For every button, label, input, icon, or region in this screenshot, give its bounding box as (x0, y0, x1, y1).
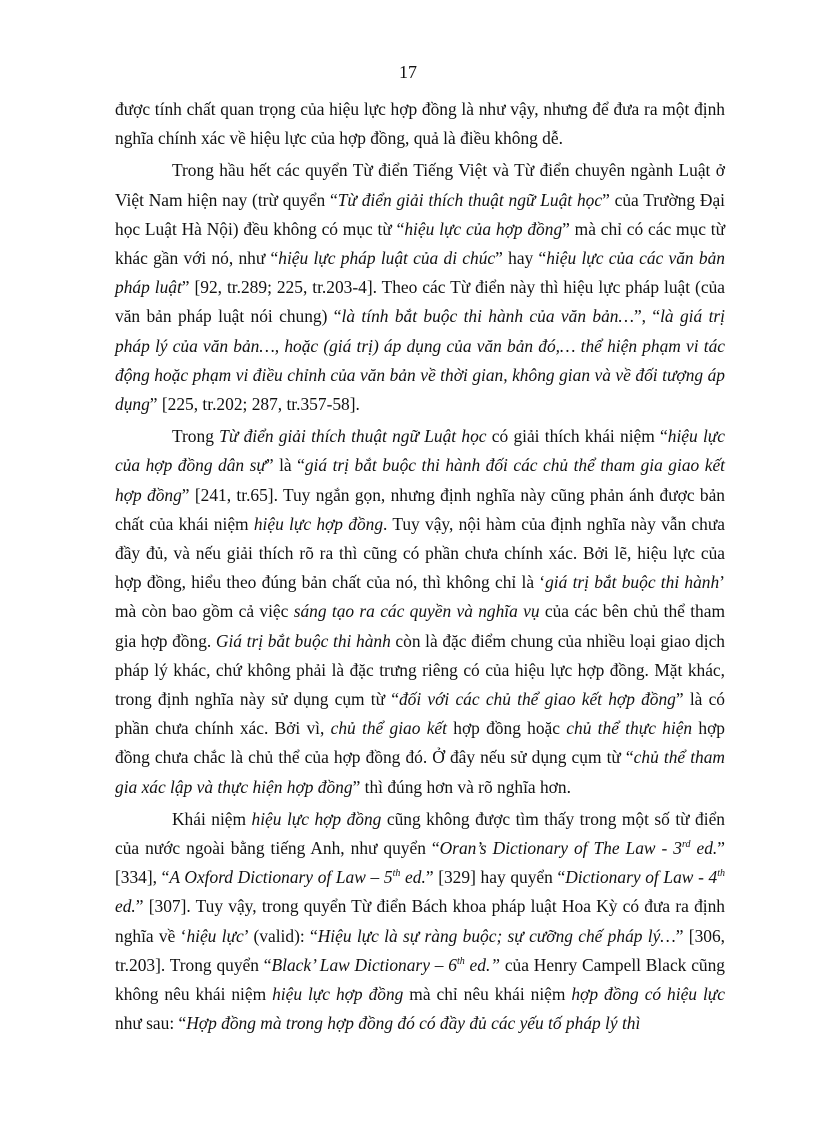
italic-term: chủ thể tham gia xác lập và thực hiện hợp đồng (115, 747, 725, 797)
text-run: của Henry Campell Black cũng không nêu khái niệm (115, 954, 725, 1005)
italic-term: ed. (400, 867, 426, 888)
italic-term: hiệu lực hợp đồng (251, 808, 382, 829)
document-body (115, 95, 725, 1042)
italic-term: Hợp đồng mà trong hợp đồng đó có đầy đủ các yếu tố pháp lý thì (186, 1013, 641, 1034)
italic-term: đối với các chủ thể giao kết hợp đồng (398, 689, 676, 710)
text-run: ” [92, tr.289; 225, tr.203-4]. Theo các Từ điển này thì hiệu lực pháp luật (của văn bản pháp luật nói chung) “ (115, 277, 725, 327)
superscript-ordinal: rd (681, 839, 691, 851)
text-run: mà chỉ nêu khái niệm (403, 984, 572, 1005)
text-run: ” [306, tr.203]. Trong quyển “ (115, 925, 726, 975)
italic-term: chủ thể thực hiện (566, 718, 693, 739)
superscript-ordinal: th (717, 868, 726, 880)
paragraph-continuation (115, 95, 725, 153)
text-run: ” là có phần chưa chính xác. Bởi vì, (115, 689, 726, 739)
text-run: ’ (valid): “ (243, 925, 318, 946)
text-run: Trong hầu hết các quyển Từ điển Tiếng Việt và Từ điển chuyên ngành Luật ở Việt Nam hiện nay (trừ quyển “ (115, 160, 725, 210)
italic-term: ed. (690, 838, 718, 859)
text-run: hợp đồng chưa chắc là chủ thể của hợp đồng đó. Ở đây nếu sử dụng cụm từ “ (115, 718, 726, 768)
italic-term: hiệu lực của các văn bản pháp luật (115, 248, 725, 298)
text-run: được tính chất quan trọng của hiệu lực hợp đồng là như vậy, nhưng để đưa ra một định nghĩa chính xác về hiệu lực của hợp đồng, quả là điều không dễ. (115, 99, 725, 149)
italic-term: ed.” (464, 954, 500, 975)
text-run: ” [334], “ (115, 838, 725, 888)
paragraph-definition (115, 422, 725, 802)
italic-term: ed. (115, 896, 136, 917)
text-run: ” mà chỉ có các mục từ khác gần với nó, như “ (115, 218, 725, 269)
italic-term: hiệu lực (186, 925, 244, 946)
text-run: ” là “ (265, 455, 305, 476)
text-run: có giải thích khái niệm “ (486, 426, 668, 447)
page-number: 17 (399, 62, 417, 82)
paragraph-dictionaries (115, 156, 725, 419)
text-run: còn là đặc điểm chung của nhiều loại giao dịch pháp lý khác, chứ không phải là đặc trưng riêng có của hiệu lực hợp đồng. Mặt khác, trong định nghĩa này sử dụng cụm từ “ (115, 630, 725, 710)
italic-term: là tính bắt buộc thi hành của văn bản… (341, 306, 634, 327)
text-run: của các bên chủ thể tham gia hợp đồng. (115, 601, 725, 651)
italic-term: Giá trị bắt buộc thi hành (215, 630, 391, 651)
italic-term: hiệu lực hợp đồng (272, 984, 404, 1005)
italic-term: A Oxford Dictionary of Law – 5 (169, 867, 393, 888)
paragraph-foreign (115, 805, 725, 1039)
text-run: ” [241, tr.65]. Tuy ngắn gọn, nhưng định nghĩa này cũng phản ánh được bản chất của khái niệm (115, 484, 725, 534)
text-run: ” thì đúng hơn và rõ nghĩa hơn. (352, 776, 571, 797)
italic-term: giá trị bắt buộc thi hành đối các chủ thể tham gia giao kết hợp đồng (115, 455, 725, 505)
italic-term: hiệu lực pháp luật của di chúc (278, 248, 496, 269)
italic-term: là giá trị pháp lý của văn bản…, hoặc (giá trị) áp dụng của văn bản đó,… thể hiện phạm vi tác động hoặc phạm vi điều chỉnh của văn bản về thời gian, không gian và về đối tượng áp dụng (115, 306, 725, 415)
text-run: ” [225, tr.202; 287, tr.357-58]. (149, 394, 360, 415)
italic-term: Dictionary of Law - 4 (565, 867, 718, 888)
text-run: ” [307]. Tuy vậy, trong quyển Từ điển Bách khoa pháp luật Hoa Kỳ có đưa ra định nghĩa về ‘ (115, 896, 725, 946)
text-run: Trong (172, 426, 220, 447)
text-run: ” của Trường Đại học Luật Hà Nội) đều không có mục từ “ (115, 189, 725, 239)
italic-term: hợp đồng có hiệu lực (571, 984, 725, 1005)
italic-term: chủ thể giao kết (330, 718, 447, 739)
text-run: như sau: “ (115, 1013, 187, 1034)
text-run: cũng không được tìm thấy trong một số từ điển của nước ngoài bằng tiếng Anh, như quyển “ (115, 808, 725, 859)
superscript-ordinal: th (392, 868, 401, 880)
text-run: ” [329] hay quyển “ (425, 867, 566, 888)
italic-term: Từ điển giải thích thuật ngữ Luật học (337, 189, 603, 210)
italic-term: Black’ Law Dictionary – 6 (271, 954, 457, 975)
italic-term: Hiệu lực là sự ràng buộc; sự cưỡng chế pháp lý… (317, 925, 676, 946)
text-run: . Tuy vậy, nội hàm của định nghĩa này vẫn chưa đầy đủ, và nếu giải thích rõ ra thì cũng có phần chưa chính xác. Bởi lẽ, hiệu lực của hợp đồng, hiểu theo đúng bản chất của nó, thì không chỉ là ‘ (115, 513, 725, 593)
text-run: ” hay “ (495, 248, 547, 269)
italic-term: hiệu lực của hợp đồng (404, 218, 563, 239)
text-run: ’ mà còn bao gồm cả việc (115, 572, 725, 622)
italic-term: hiệu lực hợp đồng (253, 513, 384, 534)
italic-term: Oran’s Dictionary of The Law - 3 (439, 838, 682, 859)
italic-term: sáng tạo ra các quyền và nghĩa vụ (293, 601, 540, 622)
text-run: ”, “ (633, 306, 661, 327)
text-run: Khái niệm (172, 808, 252, 829)
text-run: hợp đồng hoặc (446, 718, 567, 739)
italic-term: Từ điển giải thích thuật ngữ Luật học (219, 426, 487, 447)
superscript-ordinal: th (456, 956, 465, 968)
italic-term: giá trị bắt buộc thi hành (545, 572, 720, 593)
italic-term: hiệu lực của hợp đồng dân sự (115, 426, 725, 476)
